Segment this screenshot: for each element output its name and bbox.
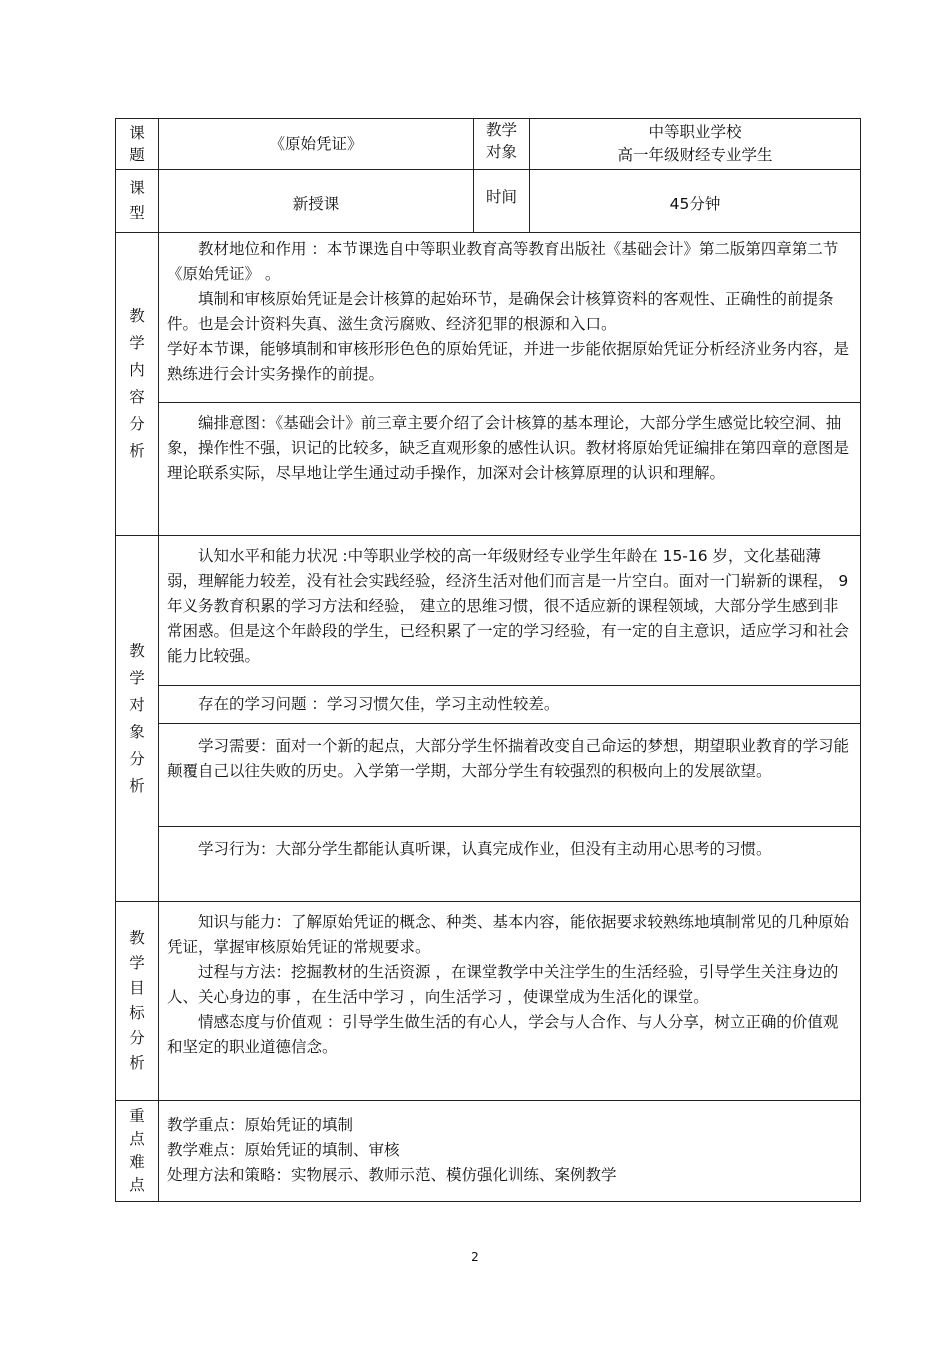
lesson-plan-table bbox=[115, 118, 861, 1202]
paragraph: 填制和审核原始凭证是会计核算的起始环节，是确保会计核算资料的客观性、正确性的前提条件。也是会计资料失真、滋生贪污腐败、经济犯罪的根源和入口。 bbox=[167, 290, 834, 333]
audience-label: 教学 对象 bbox=[474, 119, 530, 170]
topic-label: 课 题 bbox=[116, 119, 159, 170]
audience-analysis-row-4 bbox=[116, 827, 861, 902]
cognition-cell bbox=[159, 536, 861, 686]
textbook-position-cell bbox=[159, 233, 861, 403]
type-value: 新授课 bbox=[159, 170, 474, 233]
audience-analysis-label: 教 学 对 象 分 析 bbox=[116, 536, 159, 902]
paragraph: 学习行为：大部分学生都能认真听课，认真完成作业，但没有主动用心思考的习惯。 bbox=[198, 840, 772, 858]
audience-line: 中等职业学校 bbox=[648, 123, 742, 141]
content-analysis-label: 教 学 内 容 分 析 bbox=[116, 233, 159, 536]
key-points-label: 重 点 难 点 bbox=[116, 1101, 159, 1202]
audience-analysis-row-3 bbox=[116, 724, 861, 827]
key-point-line: 处理方法和策略：实物展示、教师示范、模仿强化训练、案例教学 bbox=[167, 1166, 617, 1184]
goals-analysis-label: 教 学 目 标 分 析 bbox=[116, 902, 159, 1101]
learning-behavior-cell bbox=[159, 827, 861, 902]
type-label: 课 型 bbox=[116, 170, 159, 233]
lesson-plan-sheet bbox=[115, 118, 860, 1202]
audience-analysis-row-2 bbox=[116, 686, 861, 724]
learning-need-cell bbox=[159, 724, 861, 827]
goals-cell bbox=[159, 902, 861, 1101]
key-point-line: 教学难点：原始凭证的填制、审核 bbox=[167, 1141, 400, 1159]
audience-analysis-row-1 bbox=[116, 536, 861, 686]
paragraph: 知识与能力：了解原始凭证的概念、种类、基本内容，能依据要求较熟练地填制常见的几种原始凭证，掌握审核原始凭证的常规要求。 bbox=[167, 913, 850, 956]
time-label: 时间 bbox=[474, 170, 530, 233]
content-analysis-row-2 bbox=[116, 403, 861, 536]
paragraph: 编排意图：《基础会计》前三章主要介绍了会计核算的基本理论，大部分学生感觉比较空洞、抽象，操作性不强，识记的比较多，缺乏直观形象的感性认识。教材将原始凭证编排在第四章的意图是理论联系实际，尽早地让学生通过动手操作，加深对会计核算原理的认识和理解。 bbox=[167, 414, 850, 482]
key-points-cell bbox=[159, 1101, 861, 1202]
type-row bbox=[116, 170, 861, 233]
audience-value bbox=[530, 119, 861, 170]
page-number: 2 bbox=[471, 1250, 479, 1264]
key-point-line: 教学重点：原始凭证的填制 bbox=[167, 1116, 354, 1134]
learning-problem-cell bbox=[159, 686, 861, 724]
key-points-row bbox=[116, 1101, 861, 1202]
content-analysis-row-1 bbox=[116, 233, 861, 403]
time-value: 45分钟 bbox=[530, 170, 861, 233]
topic-value: 《原始凭证》 bbox=[159, 119, 474, 170]
paragraph: 学习需要：面对一个新的起点，大部分学生怀揣着改变自己命运的梦想，期望职业教育的学习能颠覆自己以往失败的历史。入学第一学期，大部分学生有较强烈的积极向上的发展欲望。 bbox=[167, 737, 850, 780]
audience-line: 高一年级财经专业学生 bbox=[617, 146, 773, 164]
paragraph: 学好本节课，能够填制和审核形形色色的原始凭证，并进一步能依据原始凭证分析经济业务内容，是熟练进行会计实务操作的前提。 bbox=[167, 340, 850, 383]
paragraph: 过程与方法：挖掘教材的生活资源 ，在课堂教学中关注学生的生活经验，引导学生关注身边的人、关心身边的事 ，在生活中学习 ，向生活学习 ，使课堂成为生活化的课堂。 bbox=[167, 963, 839, 1006]
paragraph: 教材地位和作用 ：本节课选自中等职业教育高等教育出版社《基础会计》第二版第四章第二节《原始凭证》 。 bbox=[167, 240, 839, 283]
paragraph: 存在的学习问题 ：学习习惯欠佳，学习主动性较差。 bbox=[198, 695, 560, 713]
topic-row bbox=[116, 119, 861, 170]
paragraph: 认知水平和能力状况 :中等职业学校的高一年级财经专业学生年龄在 15-16 岁，文化基础薄弱，理解能力较差，没有社会实践经验，经济生活对他们而言是一片空白。面对一门崭新的课程， 9 年义务教育积累的学习方法和经验， 建立的思维习惯，很不适应新的课程领域，大部分学生感到非常困惑。但是这个年龄段的学生，已经积累了一定的学习经验，有一定的自主意识，适应学习和社会能力比较强。 bbox=[167, 547, 850, 665]
arrangement-intent-cell bbox=[159, 403, 861, 536]
goals-analysis-row bbox=[116, 902, 861, 1101]
paragraph: 情感态度与价值观 ：引导学生做生活的有心人，学会与人合作、与人分享，树立正确的价值观和坚定的职业道德信念。 bbox=[167, 1013, 839, 1056]
